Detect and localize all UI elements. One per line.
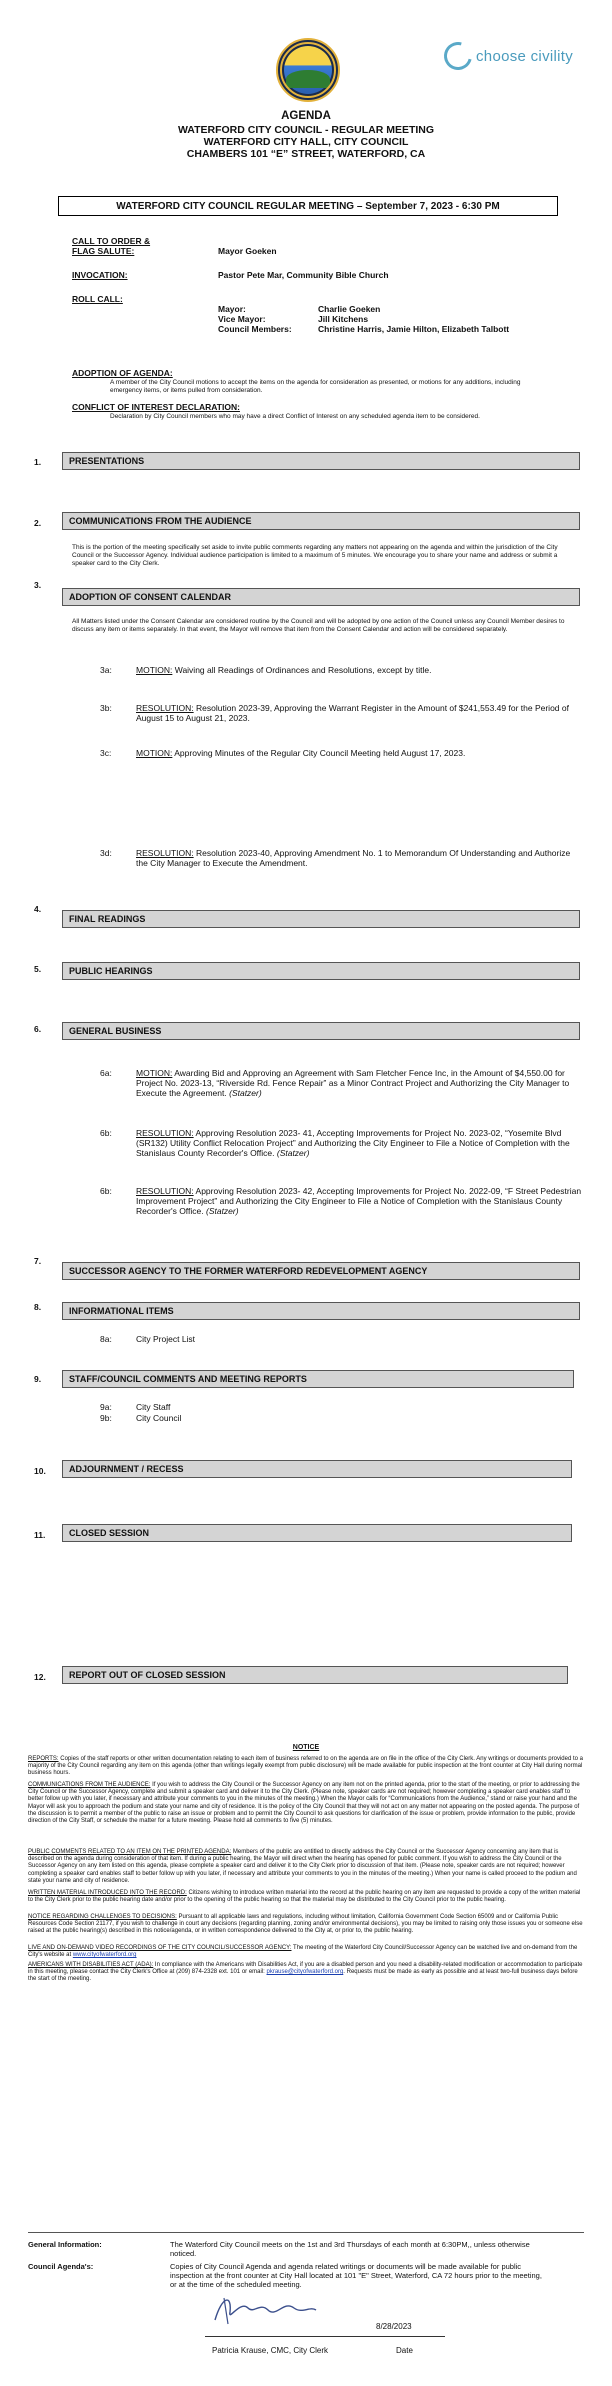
item-type: MOTION:	[136, 665, 173, 675]
notice-communications	[28, 1782, 584, 1825]
notice-text: If you wish to address the City Council or the Successor Agency on any item not on the printed agenda, prior to the start of the meeting, or prior to addressing the City Council or the Successor Agency, complete and submit a speaker card and deliver it to the City Clerk. (Please note, speaker cards are not required; however completing a speaker card enables staff to better follow up with you later, if necessary and attribute your comments to you in the minutes of the meeting.) When the Mayor calls for “Communications from the Audience,” stand or raise your hand and the Mayor will ask you to approach the podium and state your name and city of residence. It is the policy of the City Council that they will not act on any matter not appearing on the posted agenda. The purpose of the discussion is to permit a member of the public to raise an issue or problem and to permit the City Council to ask questions for clarification of the issue or problem, provide information to the public, provide direction of the City Staff, or schedule the matter for a future meeting. Please hold all comments to five (5) minutes.	[28, 1782, 580, 1825]
section-bar-informational-items: INFORMATIONAL ITEMS	[62, 1302, 580, 1320]
section-number: 6.	[34, 1024, 42, 1034]
item-id-6b: 6b:	[100, 1128, 112, 1138]
notice-text: Copies of the staff reports or other written documentation relating to each item of business referred to on the agenda are on file in the office of the City Clerk. Any writings or documents provided to a majority of the City Council regarding any item on this agenda (other than writings legally exempt from public disclosure) will be made available for public inspection at the front counter at City Hall during normal business hours.	[28, 1756, 583, 1777]
civility-logo-text: choose civility	[476, 47, 574, 65]
item-id-3a: 3a:	[100, 665, 112, 675]
consent-item-3d	[136, 848, 576, 868]
notice-label: REPORTS:	[28, 1756, 59, 1762]
notice-label: WRITTEN MATERIAL INTRODUCED INTO THE RECORD:	[28, 1890, 187, 1896]
notice-label: LIVE AND ON-DEMAND VIDEO RECORDINGS OF THE CITY COUNCIL/SUCCESSOR AGENCY:	[28, 1945, 292, 1951]
communications-text: This is the portion of the meeting specifically set aside to invite public comments regarding any matters not appearing on the agenda and within the jurisdiction of the City Council or the Successor Agency. Individual audience participation is limited to a maximum of 5 minutes. We encourage you to share your name and address or submit a speaker card to the City Clerk.	[72, 544, 558, 567]
council-members-names: Christine Harris, Jamie Hilton, Elizabeth Talbott	[318, 324, 510, 334]
notice-text: In compliance with the Americans with Disabilities Act, if you are a disabled person and you need a disability-related modification or accommodation to participate in this meeting, please contact the City Clerk's Office at (209) 874-2328 ext. 101 or email:	[28, 1962, 583, 1976]
section-number: 1.	[34, 457, 42, 467]
signature-line	[205, 2336, 445, 2337]
general-item-6a	[136, 1068, 582, 1098]
header-line-2: WATERFORD CITY HALL, CITY COUNCIL	[203, 136, 409, 148]
adoption-of-agenda-label: ADOPTION OF AGENDA:	[72, 368, 173, 378]
clerk-email-link[interactable]: pkrause@cityofwaterford.org	[266, 1969, 344, 1976]
staff-item-9b: City Council	[136, 1413, 182, 1423]
staff-name: (Statzer)	[229, 1088, 262, 1098]
clerk-name: Patricia Krause, CMC, City Clerk	[212, 2346, 329, 2355]
consent-item-3c	[136, 748, 576, 758]
section-number: 5.	[34, 964, 42, 974]
item-id-3b: 3b:	[100, 703, 112, 713]
notice-written-material	[28, 1890, 584, 1904]
item-type: MOTION:	[136, 748, 173, 758]
city-seal-logo	[276, 38, 340, 102]
section-bar-report-out: REPORT OUT OF CLOSED SESSION	[62, 1666, 568, 1684]
section-bar-public-hearings: PUBLIC HEARINGS	[62, 962, 580, 980]
item-text: Approving Resolution 2023- 41, Accepting Improvements for Project No. 2023-02, “Yosemite Blvd (SR132) Utility Conflict Relocation Project” and Authorizing the City Engineer to File a Notice of Completion with the Stanislaus County Recorder's Office.	[136, 1128, 570, 1158]
section-number: 2.	[34, 518, 42, 528]
section-number: 10.	[34, 1466, 46, 1476]
general-information-label: General Information:	[28, 2240, 102, 2249]
general-information-text: The Waterford City Council meets on the 1st and 3rd Thursdays of each month at 6:30PM,, unless otherwise noticed.	[170, 2240, 530, 2258]
item-type: MOTION:	[136, 1068, 173, 1078]
header-line-3: CHAMBERS 101 “E” STREET, WATERFORD, CA	[186, 148, 426, 160]
consent-item-3b	[136, 703, 576, 723]
flag-salute-label: FLAG SALUTE:	[72, 246, 135, 256]
notice-title: NOTICE	[292, 1744, 320, 1751]
section-number: 4.	[34, 904, 42, 914]
item-text: Resolution 2023-39, Approving the Warrant Register in the Amount of $241,553.49 for the Period of August 15 to August 21, 2023.	[136, 703, 569, 723]
notice-label: COMMUNICATIONS FROM THE AUDIENCE:	[28, 1782, 151, 1788]
section-bar-general-business: GENERAL BUSINESS	[62, 1022, 580, 1040]
item-id-6b-2: 6b:	[100, 1186, 112, 1196]
section-bar-staff-council-comments: STAFF/COUNCIL COMMENTS AND MEETING REPORTS	[62, 1370, 574, 1388]
civility-swirl-icon	[439, 37, 477, 75]
notice-label: AMERICANS WITH DISABILITIES ACT (ADA):	[28, 1962, 154, 1968]
staff-name: (Statzer)	[205, 1206, 239, 1216]
agenda-title: AGENDA	[281, 110, 331, 122]
item-text: Waiving all Readings of Ordinances and Resolutions, except by title.	[174, 665, 432, 675]
section-bar-successor-agency: SUCCESSOR AGENCY TO THE FORMER WATERFORD REDEVELOPMENT AGENCY	[62, 1262, 580, 1280]
notice-reports	[28, 1756, 584, 1778]
item-type: RESOLUTION:	[136, 703, 194, 713]
vice-mayor-name: Jill Kitchens	[318, 314, 369, 324]
notice-text: The meeting of the Waterford City Council/Successor Agency can be watched live and on-demand from the City's website at	[28, 1945, 578, 1959]
item-text: Approving Resolution 2023- 42, Accepting Improvements for Project No. 2022-09, “F Street Pedestrian Improvement Project” and Authorizing the City Engineer to File a Notice of Completion with the Stanislaus County Recorder's Office.	[136, 1186, 582, 1216]
item-type: RESOLUTION:	[136, 848, 194, 858]
notice-label: PUBLIC COMMENTS RELATED TO AN ITEM ON THE PRINTED AGENDA:	[28, 1849, 232, 1855]
item-text: Approving Minutes of the Regular City Council Meeting held August 17, 2023.	[174, 748, 466, 758]
notice-challenges	[28, 1914, 584, 1936]
city-website-link[interactable]: www.cityofwaterford.org	[72, 1952, 137, 1959]
consent-calendar-text: All Matters listed under the Consent Calendar are considered routine by the Council and will be adopted by one action of the Council unless any Council Member desires to discuss any item or items separately. In that event, the Mayor will remove that item from the Consent Calendar and action will be considered separately.	[72, 618, 565, 633]
section-bar-consent-calendar: ADOPTION OF CONSENT CALENDAR	[62, 588, 580, 606]
section-number: 11.	[34, 1530, 46, 1540]
section-number: 12.	[34, 1672, 46, 1682]
meeting-title-box: WATERFORD CITY COUNCIL REGULAR MEETING – September 7, 2023 - 6:30 PM	[58, 196, 558, 216]
notice-text: . Requests must be made as early as possible and at least two-full business days before the start of the meeting.	[28, 1969, 578, 1983]
section-number: 3.	[34, 580, 42, 590]
general-item-6b	[136, 1128, 582, 1158]
invocation-value: Pastor Pete Mar, Community Bible Church	[218, 270, 389, 280]
conflict-of-interest-text: Declaration by City Council members who may have a direct Conflict of Interest on any scheduled agenda item to be considered.	[110, 413, 480, 420]
date-label: Date	[396, 2346, 413, 2355]
notice-text: Citizens wishing to introduce written material into the record at the public hearing on any item are requested to provide a copy of the written material to the City Clerk prior to the public hearing date and/or prior to the opening of the public hearing so that the material may be distributed to the City Council prior to the public hearing.	[28, 1890, 581, 1904]
notice-ada	[28, 1962, 584, 1984]
clerk-signature	[210, 2290, 320, 2330]
notice-text: Pursuant to all applicable laws and regulations, including without limitation, California Government Code Section 65009 and or California Public Resources Code Section 21177, if you wish to challenge in court any decisions (regarding planning, zoning and/or environmental decisions), you may be limited to raising only those issues you or someone else raised at the public hearing(s) described in this notice/agenda, or in written correspondence delivered to the City at, or prior to, the public hearing.	[28, 1914, 583, 1935]
mayor-name: Charlie Goeken	[318, 304, 381, 314]
call-to-order-value: Mayor Goeken	[218, 246, 277, 256]
section-bar-adjournment: ADJOURNMENT / RECESS	[62, 1460, 572, 1478]
section-bar-final-readings: FINAL READINGS	[62, 910, 580, 928]
info-item-8a: City Project List	[136, 1334, 196, 1344]
council-members-role: Council Members:	[218, 324, 292, 334]
staff-item-9a: City Staff	[136, 1402, 171, 1412]
adoption-of-agenda-text: A member of the City Council motions to accept the items on the agenda for consideration as presented, or motions for any additions, including emergency items, or items pulled from consideration.	[110, 379, 521, 394]
item-id-8a: 8a:	[100, 1334, 112, 1344]
section-bar-presentations: PRESENTATIONS	[62, 452, 580, 470]
item-id-9a: 9a:	[100, 1402, 112, 1412]
council-agendas-text: Copies of City Council Agenda and agenda related writings or documents will be made available for public inspection at the front counter at City Hall located at 101 "E" Street, Waterford, CA 72 hours prior to the meeting, or at the time of the scheduled meeting.	[170, 2262, 542, 2289]
item-text: Resolution 2023-40, Approving Amendment No. 1 to Memorandum Of Understanding and Authorize the City Manager to Execute the Amendment.	[136, 848, 571, 868]
item-id-3c: 3c:	[100, 748, 112, 758]
section-number: 9.	[34, 1374, 42, 1384]
call-to-order-label: CALL TO ORDER &	[72, 236, 151, 246]
item-id-9b: 9b:	[100, 1413, 112, 1423]
header-line-1: WATERFORD CITY COUNCIL - REGULAR MEETING	[177, 124, 435, 136]
notice-label: NOTICE REGARDING CHALLENGES TO DECISIONS:	[28, 1914, 177, 1920]
section-bar-closed-session: CLOSED SESSION	[62, 1524, 572, 1542]
divider	[28, 2232, 584, 2233]
signature-date: 8/28/2023	[376, 2322, 412, 2331]
section-number: 7.	[34, 1256, 42, 1266]
roll-call-label: ROLL CALL:	[72, 294, 123, 304]
notice-text: Members of the public are entitled to directly address the City Council or the Successor Agency concerning any item that is described on the agenda during consideration of that item. If during a public hearing, the Mayor will direct when the hearing has opened for public comment. If you wish to address the City Council or the Successor Agency on any item listed on this agenda, please complete a speaker card and deliver it to the City Clerk prior to discussion of that item. (Please note, speaker cards are not required; however completing a speaker card enables staff to better follow up with you later, if necessary and attribute your comments to you in the minutes of the meeting.) When your name is called proceed to the podium and state your name and city of residence.	[28, 1849, 577, 1884]
consent-item-3a	[136, 665, 576, 675]
choose-civility-logo	[444, 42, 573, 70]
mayor-role: Mayor:	[218, 304, 246, 314]
section-number: 8.	[34, 1302, 42, 1312]
conflict-of-interest-label: CONFLICT OF INTEREST DECLARATION:	[72, 402, 240, 412]
item-id-3d: 3d:	[100, 848, 112, 858]
item-text: Awarding Bid and Approving an Agreement with Sam Fletcher Fence Inc, in the Amount of $4,550.00 for Project No. 2023-13, “Riverside Rd. Fence Repair” as a Minor Contract Project and Authorizing the City Manager to Execute the Agreement.	[136, 1068, 570, 1098]
notice-live-video	[28, 1945, 584, 1959]
council-agendas-label: Council Agenda's:	[28, 2262, 94, 2271]
item-type: RESOLUTION:	[136, 1128, 194, 1138]
section-bar-communications: COMMUNICATIONS FROM THE AUDIENCE	[62, 512, 580, 530]
notice-public-comments	[28, 1849, 584, 1885]
item-type: RESOLUTION:	[136, 1186, 194, 1196]
item-id-6a: 6a:	[100, 1068, 112, 1078]
invocation-label: INVOCATION:	[72, 270, 128, 280]
general-item-6b-2	[136, 1186, 582, 1216]
staff-name: (Statzer)	[276, 1148, 310, 1158]
vice-mayor-role: Vice Mayor:	[218, 314, 266, 324]
